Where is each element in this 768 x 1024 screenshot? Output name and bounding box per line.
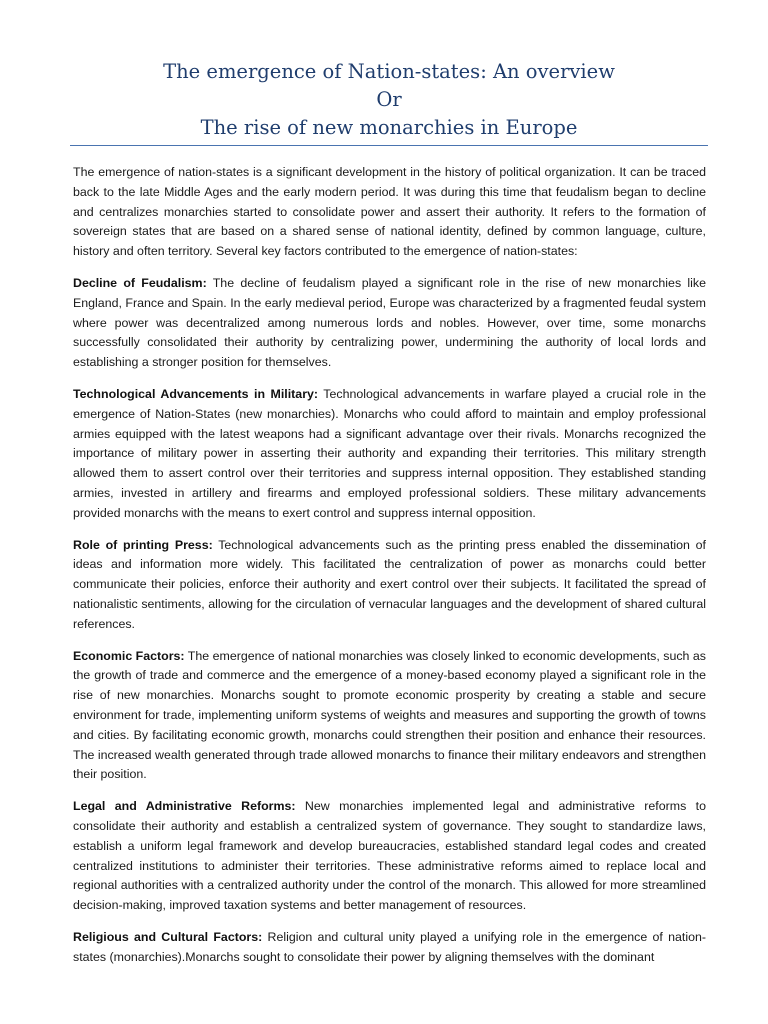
section-text: Technological advancements in warfare played a crucial role in the emergence of Nation-States (new monarchies). Monarchs who could afford to maintain and employ professional armies equipped with the latest weapons had a significant advantage over their rivals. Monarchs recognized the importance of military power in asserting their authority and expanding their territories. This military strength allowed them to assert control over their territories and suppress internal opposition. They established standing armies, invested in artillery and firearms and employed professional soldiers. These military advancements provided monarchs with the means to exert control and suppress internal opposition. bbox=[73, 386, 706, 520]
section-text: The decline of feudalism played a significant role in the rise of new monarchies like England, France and Spain. In the early medieval period, Europe was characterized by a fragmented feudal system where power was decentralized among numerous lords and nobles. However, over time, some monarchs successfully consolidated their authority by centralizing power, undermining the authority of local lords and establishing a stronger position for themselves. bbox=[73, 275, 706, 370]
section-heading: Legal and Administrative Reforms: bbox=[73, 799, 296, 814]
section-text: The emergence of national monarchies was closely linked to economic developments, such as the growth of trade and commerce and the emergence of a money-based economy played a significant role in the rise of new monarchies. Monarchs sought to promote economic prosperity by creating a stable and secure environment for trade, implementing uniform systems of weights and measures and supporting the growth of towns and cities. By facilitating economic growth, monarchs could strengthen their position and enhance their resources. The increased wealth generated through trade allowed monarchs to finance their military endeavors and strengthen their position. bbox=[73, 648, 706, 782]
section-printing-press bbox=[73, 536, 706, 635]
section-text: Religion and cultural unity played a unifying role in the emergence of nation-states (monarchies).Monarchs sought to consolidate their power by aligning themselves with the dominant bbox=[73, 929, 706, 964]
section-text: New monarchies implemented legal and administrative reforms to consolidate their authority and establish a centralized system of governance. They sought to standardize laws, establish a uniform legal framework and develop bureaucracies, established standard legal codes and created centralized institutions to administer their territories. These administrative reforms aimed to replace local and regional authorities with a centralized authority under the control of the monarch. This allowed for more streamlined decision-making, improved taxation systems and better management of resources. bbox=[73, 799, 706, 913]
section-heading: Role of printing Press: bbox=[73, 537, 213, 552]
section-text: Technological advancements such as the printing press enabled the dissemination of ideas and information more widely. This facilitated the centralization of power as monarchs could better communicate their policies, enforce their authority and exert control over their subjects. It facilitated the spread of nationalistic sentiments, allowing for the circulation of vernacular languages and the development of shared cultural references. bbox=[73, 537, 706, 631]
section-heading: Technological Advancements in Military: bbox=[73, 386, 319, 401]
title-line-2: Or bbox=[376, 88, 402, 111]
section-economic-factors bbox=[73, 647, 706, 786]
document-body bbox=[73, 163, 706, 979]
title-divider bbox=[70, 145, 708, 146]
section-technological-advancements bbox=[73, 385, 706, 524]
section-decline-of-feudalism bbox=[73, 274, 706, 373]
document-title bbox=[70, 58, 708, 142]
section-heading: Decline of Feudalism: bbox=[73, 275, 207, 290]
title-line-3: The rise of new monarchies in Europe bbox=[200, 116, 578, 139]
section-heading: Religious and Cultural Factors: bbox=[73, 929, 263, 944]
intro-paragraph: The emergence of nation-states is a significant development in the history of political organization. It can be traced back to the late Middle Ages and the early modern period. It was during this time that feudalism began to decline and centralizes monarchies started to consolidate power and assert their authority. It refers to the formation of sovereign states that are based on a shared sense of national identity, defined by common language, culture, history and often territory. Several key factors contributed to the emergence of nation-states: bbox=[73, 165, 706, 259]
section-heading: Economic Factors: bbox=[73, 648, 185, 663]
title-line-1: The emergence of Nation-states: An overview bbox=[163, 60, 615, 83]
section-religious-cultural-factors bbox=[73, 928, 706, 968]
section-legal-administrative-reforms bbox=[73, 797, 706, 916]
